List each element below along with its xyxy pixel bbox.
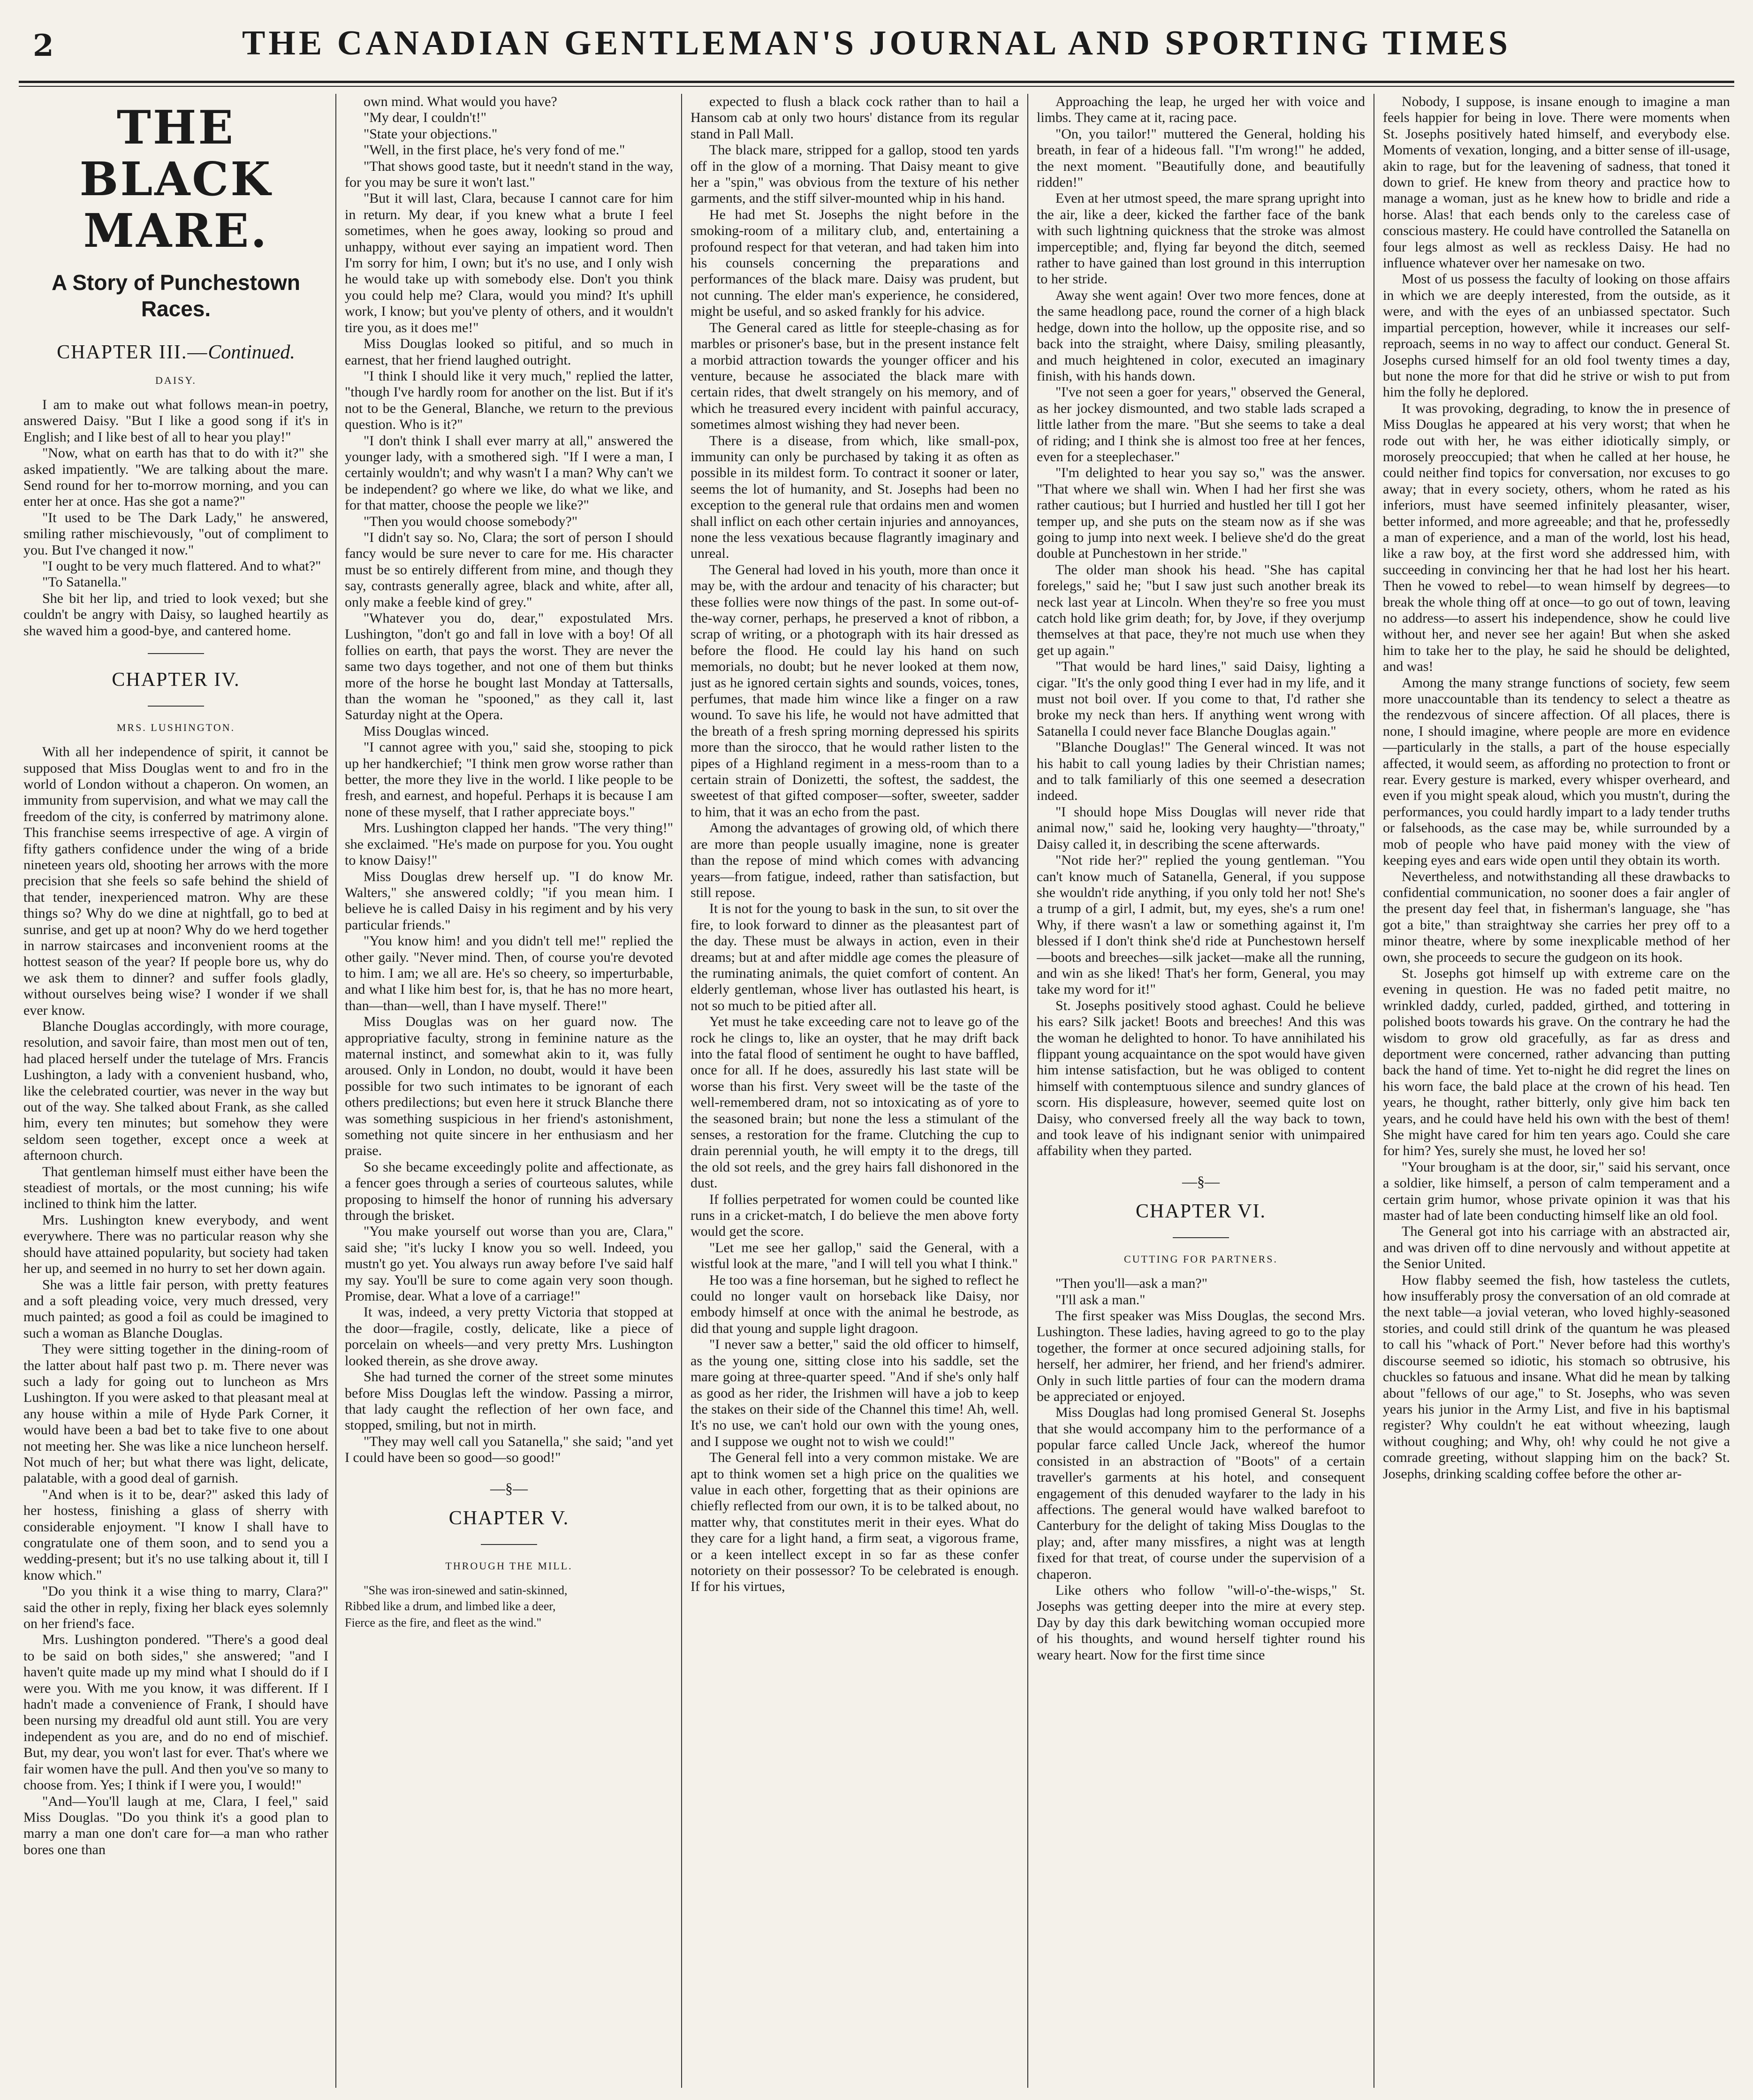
paragraph: Miss Douglas winced. (364, 723, 489, 739)
paragraph: There is a disease, from which, like small-pox, immunity can only be purchased by taking it as often as possible in its mildest form. To contract it sooner or later, seems the lot of humanity, and St. Josephs had been no exception to the general rule that ordains men and women shall inflict on each other certain injuries and annoyances, none the less vexatious because flagrantly imaginary and unreal. (691, 433, 1019, 562)
paragraph: "And—You'll laugh at me, Clara, I feel," said Miss Douglas. "Do you think it's a good plan to marry a man one don't care for—a man who rather bores one than (23, 1793, 328, 1857)
verse-epigraph: "She was iron-sinewed and satin-skinned, Ribbed like a drum, and limbed like a deer, Fierce as the fire, and fleet as the wind." (345, 1583, 568, 1629)
paragraph: Mrs. Lushington knew everybody, and went everywhere. There was no particular reason why she should have attained popularity, but society had taken her up, and seemed in no hurry to set her down again. (23, 1212, 328, 1277)
column-1 (23, 94, 328, 2088)
section-rule (148, 653, 204, 654)
section-rule (1173, 1237, 1229, 1238)
column-5 (1383, 94, 1730, 2088)
paragraph: "I don't think I shall ever marry at all," answered the younger lady, with a smothered sigh. "If I were a man, I certainly wouldn't; and why wasn't I a man? Why can't we be independent? go where we like, do what we like, and for that matter, choose the people we like?" (345, 433, 673, 513)
paragraph: Like others who follow "will-o'-the-wisps," St. Josephs was getting deeper into the mire at every step. Day by day this dark bewitching woman occupied more of his thoughts, and wound herself tighter round his weary heart. Now for the first time since (1037, 1582, 1365, 1663)
paragraph: expected to flush a black cock rather than to hail a Hansom cab at only two hours' distance from its regular stand in Pall Mall. (691, 94, 1019, 142)
paragraph: Nobody, I suppose, is insane enough to imagine a man feels happier for being in love. There were moments when St. Josephs positively hated himself, and everybody else. Moments of vexation, longing, and a bitter sense of ill-usage, akin to rage, but for the leavening of sadness, that toned it down to grief. He knew from theory and practice how to manage a woman, just as he knew how to bridle and ride a horse. Alas! that each bends only to the careless case of conscious mastery. He could have controlled the Satanella on four legs almost as well as reckless Daisy. He had no influence whatever over her namesake on two. (1383, 94, 1730, 271)
paragraph: He too was a fine horseman, but he sighed to reflect he could no longer vault on horseback like Daisy, nor embody himself at once with the animal he bestrode, as did that young and supple light dragoon. (691, 1272, 1019, 1336)
paragraph: "Blanche Douglas!" The General winced. It was not his habit to call young ladies by their Christian names; and to talk familiarly of this one seemed a desecration indeed. (1037, 739, 1365, 804)
paragraph: own mind. What would you have? (364, 94, 557, 109)
paragraph: "I think I should like it very much," replied the latter, "though I've hardly room for another on the list. But if it's not to be the General, Blanche, we return to the previous question. Who is it?" (345, 368, 673, 433)
paragraph: "To Satanella." (42, 574, 127, 590)
paragraph: She was a little fair person, with pretty features and a soft pleading voice, very much dressed, very much painted; as good a foil as could be imagined to such a woman as Blanche Douglas. (23, 1277, 328, 1341)
section-ornament: —§— (490, 1479, 528, 1497)
journal-title: THE CANADIAN GENTLEMAN'S JOURNAL AND SPORTING TIMES (242, 24, 1511, 62)
paragraph: Blanche Douglas accordingly, with more courage, resolution, and savoir faire, than most men out of ten, had placed herself under the tutelage of Mrs. Francis Lushington, a lady with a convenient husband, who, like the celebrated courtier, was never in the way but out of the way. She talked about Frank, as she called him, every ten minutes; but somehow they were seldom seen together, except once a week at afternoon church. (23, 1019, 328, 1164)
paragraph: "That shows good taste, but it needn't stand in the way, for you may be sure it won't last." (345, 158, 673, 190)
paragraph: "Your brougham is at the door, sir," said his servant, once a soldier, like himself, a person of calm temperament and a certain grim humor, whose private opinion it was that his master had of late been conducting himself like an old fool. (1383, 1159, 1730, 1224)
paragraph: So she became exceedingly polite and affectionate, as a fencer goes through a series of courteous salutes, while proposing to himself the honor of running his adversary through the brisket. (345, 1159, 673, 1224)
paragraph: "You make yourself out worse than you are, Clara," said she; "it's lucky I know you so well. Indeed, you mustn't go yet. You always run away before I've said half my say. You'll be sure to come again very soon though. Promise, dear. What a love of a carriage!" (345, 1224, 673, 1304)
paragraph: With all her independence of spirit, it cannot be supposed that Miss Douglas went to and fro in the world of London without a chaperon. On women, an immunity from supervision, and what we may call the freedom of the city, is conferred by matrimony alone. This franchise seems irrespective of age. A virgin of fifty gathers confidence under the wing of a bride nineteen years old, shooting her arrows with the more precision that she feels so safe behind the shield of that tender, inexperienced matron. Why are these things so? Why do we dine at nightfall, go to bed at sunrise, and get up at noon? Why do we herd together in narrow staircases and inconvenient rooms at the hottest season of the year? If people bore us, why do we ask them to dinner? and suffer fools gladly, without ourselves being wise? I wonder if we shall ever know. (23, 744, 328, 1018)
paragraph: Mrs. Lushington clapped her hands. "The very thing!" she exclaimed. "He's made on purpose for you. You ought to know Daisy!" (345, 820, 673, 868)
paragraph: "On, you tailor!" muttered the General, holding his breath, in fear of a hideous fall. "I'm wrong!" he added, the next moment. "Beautifully done, and beautifully ridden!" (1037, 126, 1365, 190)
paragraph: She had turned the corner of the street some minutes before Miss Douglas left the window. Passing a mirror, that lady caught the reflection of her own face, and stopped, smiling, but not in mirth. (345, 1369, 673, 1433)
column-divider (1027, 94, 1028, 2088)
paragraph: The General got into his carriage with an abstracted air, and was driven off to dine nervously and without appetite at the Senior United. (1383, 1224, 1730, 1272)
paragraph: "But it will last, Clara, because I cannot care for him in return. My dear, if you knew what a brute I feel sometimes, when he goes away, looking so proud and unhappy, without ever saying an impatient word. Then I'm sorry for him, I own; but it's no use, and I only wish he would take up with somebody else. Don't you think you could help me? Clara, would you mind? It's uphill work, I know; but you've plenty of others, and it wouldn't tire you, as it does me!" (345, 190, 673, 335)
paragraph: "I'm delighted to hear you say so," was the answer. "That where we shall win. When I had her first she was rather cautious; but I hurried and hustled her till I got her temper up, and she puts on the steam now as if she was going to jump into next week. I believe she'd do the great double at Punchestown in her stride." (1037, 465, 1365, 562)
column-divider (681, 94, 682, 2088)
header-rule (19, 81, 1734, 87)
paragraph: It was, indeed, a very pretty Victoria that stopped at the door—fragile, costly, delicate, like a piece of porcelain on wheels—and very pretty Mrs. Lushington looked therein, as she drove away. (345, 1304, 673, 1369)
chapter-4-subheading: MRS. LUSHINGTON. (116, 722, 235, 734)
paragraph: "State your objections." (364, 126, 498, 142)
column-divider (335, 94, 336, 2088)
paragraph: "I never saw a better," said the old officer to himself, as the young one, sitting close into his saddle, set the mare going at three-quarter speed. "And if she's only half as good as her rider, the Irishmen will have a job to keep the stakes on their side of the Channel this time! Ah, well. It's no use, we can't hold our own with the young ones, and I suppose we ought not to wish we could!" (691, 1337, 1019, 1449)
section-rule (148, 706, 204, 707)
paragraph: The General fell into a very common mistake. We are apt to think women set a high price on the qualities we value in each other, forgetting that as their opinions are chiefly reflected from our own, it is to be talked about, no matter why, that constitutes merit in their eyes. What do they care for a light hand, a firm seat, a vigorous frame, or a keen intellect except in so far as these confer notoriety on their possessor? To be celebrated is enough. If for his virtues, (691, 1450, 1019, 1595)
column-2 (345, 94, 673, 2088)
paragraph: "It used to be The Dark Lady," he answered, smiling rather mischievously, "out of compliment to you. But I've changed it now." (23, 510, 328, 558)
paragraph: "Let me see her gallop," said the General, with a wistful look at the mare, "and I will tell you what I think." (691, 1240, 1019, 1272)
paragraph: "Well, in the first place, he's very fond of me." (364, 142, 625, 158)
paragraph: Even at her utmost speed, the mare sprang upright into the air, like a deer, kicked the farther face of the bank with such lightning quickness that the stroke was almost imperceptible; and, flying far beyond the ditch, seemed rather to have gained than lost ground in this interruption to her stride. (1037, 190, 1365, 287)
paragraph: Miss Douglas was on her guard now. The appropriative faculty, strong in feminine nature as the maternal instinct, and somewhat akin to it, was fully aroused. Only in London, no doubt, would it have been possible for two such intimates to be ignorant of each others predilections; but even here it struck Blanche there was something suspicious in her friend's astonishment, something not quite sincere in her enthusiasm and her praise. (345, 1014, 673, 1159)
paragraph: It was provoking, degrading, to know the in presence of Miss Douglas he appeared at his very worst; that when he rode out with her, he was either idiotically simply, or morosely preoccupied; that when he called at her house, he could neither find topics for conversation, nor excuses to go away; that in every society, others, whom he rated as his inferiors, must have seemed infinitely pleasanter, wiser, better informed, and more agreeable; and that he, professedly a man of experience, and a man of the world, lost his head, like a raw boy, at the first word she addressed him, with succeeding in convincing her that he had lost her his heart. Then he vowed to rebel—to wean himself by degrees—to break the whole thing off at once—to go out of town, leaving no address—to assert his independence, show he could live without her, and never see her again! But when she asked him to take her to the play, he said he should be delighted, and was! (1383, 400, 1730, 675)
chapter-3-subheading: DAISY. (155, 374, 197, 386)
paragraph: She bit her lip, and tried to look vexed; but she couldn't be angry with Daisy, so laughed heartily as she waved him a good-bye, and cantered home. (23, 590, 328, 639)
paragraph: St. Josephs got himself up with extreme care on the evening in question. He was no faded petit maitre, no wrinkled daddy, curled, padded, girthed, and tottering in polished boots towards his grave. On the contrary he had the wisdom to grow old gracefully, as far as dress and deportment were concerned, rather advancing than putting back the hand of time. Yet to-night he did regret the lines on his worn face, the bald place at the crown of his head. Ten years, he thought, rather bitterly, only give him back ten years, and he could have held his own with the best of them! She might have cared for him ten years ago. Could she care for him? Yes, surely she must, he loved her so! (1383, 965, 1730, 1159)
paragraph: "I ought to be very much flattered. And to what?" (42, 558, 321, 574)
paragraph: How flabby seemed the fish, how tasteless the cutlets, how insufferably prosy the conversation of an old comrade at the next table—a jovial veteran, who loved highly-seasoned stories, and could still drink of the quantum he was pleased to call his "whack of Port." Never before had this worthy's discourse seemed so idiotic, his stomach so obtrusive, his chuckles so fatuous and insane. What did he mean by talking about "fellows of our age," to St. Josephs, who was seven years his junior in the Army List, and five in his baptismal register? Why couldn't he eat without wheezing, laugh without coughing; and Why, oh! why could he not give a comrade greeting, without slapping him on the back? St. Josephs, drinking scalding coffee before the other ar- (1383, 1272, 1730, 1482)
masthead (0, 0, 1753, 70)
chapter-5-heading: CHAPTER V. (448, 1507, 569, 1529)
paragraph: "I should hope Miss Douglas will never ride that animal now," said he, looking very haughty—"throaty," Daisy called it, in describing the scene afterwards. (1037, 804, 1365, 852)
paragraph: They were sitting together in the dining-room of the latter about half past two p. m. There never was such a lady for going out to luncheon as Mrs Lushington. If you were asked to that pleasant meal at any house within a mile of Hyde Park Corner, it would have been a bad bet to take five to one about not meeting her. She was like a nice luncheon herself. Not much of her; but what there was light, delicate, palatable, with a good deal of garnish. (23, 1341, 328, 1486)
story-subtitle: A Story of Punchestown Races. (52, 270, 300, 321)
paragraph: "I've not seen a goer for years," observed the General, as her jockey dismounted, and two stable lads scraped a little lather from the mare. "But she seems to take a deal of riding; and I think she is almost too free at her fences, even for a steeplechaser." (1037, 384, 1365, 464)
paragraph: "Now, what on earth has that to do with it?" she asked impatiently. "We are talking about the mare. Send round for her to-morrow morning, and you can enter her at once. Has she got a name?" (23, 445, 328, 510)
paragraph: Mrs. Lushington pondered. "There's a good deal to be said on both sides," she answered; "and I haven't quite made up my mind what I should do if I were you. With me you know, it was different. If I hadn't made a convenience of Frank, I should have been nursing my dreadful old aunt still. You are very independent as you are, and do no end of mischief. But, my dear, you won't last for ever. That's where we fair women have the pull. And then you've so many to choose from. Yes; I think if I were you, I would!" (23, 1632, 328, 1793)
paragraph: "Whatever you do, dear," expostulated Mrs. Lushington, "don't go and fall in love with a boy! Of all follies on earth, that pays the worst. They are never the same two days together, and not one of them but thinks more of the horse he bought last Monday at Tattersalls, than the woman he "spooned," as they call it, last Saturday night at the Opera. (345, 610, 673, 723)
paragraph: "Not ride her?" replied the young gentleman. "You can't know much of Satanella, General, if you suppose she wouldn't ride anything, if you only told her not! She's a trump of a girl, I admit, but, my eyes, she's a rum one! Why, if there wasn't a law or something against it, I'm blessed if I don't think she'd ride at Punchestown herself—boots and breeches—silk jacket—make all the running, and win as she liked! That's her form, General, you may take my word for it!" (1037, 852, 1365, 997)
paragraph: Yet must he take exceeding care not to leave go of the rock he clings to, like an oyster, that he may drift back into the fatal flood of sentiment he ought to have baffled, once for all. If he does, assuredly his last state will be worse than his first. Very sweet will be the taste of the well-remembered dram, not so intoxicating as of yore to the seasoned brain; but none the less a stimulant of the senses, a restoration for the frame. Clutching the cup to drain perennial youth, he will empty it to the dregs, till the old sot reels, and the grey hairs fall dishonored in the dust. (691, 1014, 1019, 1191)
paragraph: Nevertheless, and notwithstanding all these drawbacks to confidential communication, no sooner does a fair angler of the present day feel that, in fisherman's language, she "has got a bite," than straightway she carries her prey off to a minor theatre, where by some inexplicable method of her own, she proceeds to secure the gudgeon on its hook. (1383, 868, 1730, 965)
section-rule (481, 1544, 537, 1545)
paragraph: Miss Douglas drew herself up. "I do know Mr. Walters," she answered coldly; "if you mean him. I believe he is called Daisy in his regiment and by his very particular friends." (345, 868, 673, 933)
paragraph: He had met St. Josephs the night before in the smoking-room of a military club, and, entertaining a profound respect for that veteran, and had taken him into his counsels concerning the preparations and performances of the black mare. Daisy was prudent, but not cunning. The elder man's experience, he considered, might be useful, and so asked frankly for his advice. (691, 206, 1019, 320)
page-number: 2 (33, 28, 54, 63)
chapter-6-subheading: CUTTING FOR PARTNERS. (1124, 1253, 1278, 1265)
column-4 (1037, 94, 1365, 2088)
paragraph: "That would be hard lines," said Daisy, lighting a cigar. "It's the only good thing I ever had in my life, and it must not boil over. If you come to that, I'd rather she broke my neck than hers. If anything went wrong with Satanella I could never face Blanche Douglas again." (1037, 659, 1365, 739)
paragraph: "You know him! and you didn't tell me!" replied the other gaily. "Never mind. Then, of course you're devoted to him. I am; we all are. He's so cheery, so imperturbable, and what I like him best for, is, that he has no more heart, than—than—well, than I have myself. There!" (345, 933, 673, 1013)
paragraph: St. Josephs positively stood aghast. Could he believe his ears? Silk jacket! Boots and breeches! And this was the woman he delighted to honor. To have annihilated his flippant young acquaintance on the spot would have given him intense satisfaction, but he was obliged to content himself with contemptuous silence and sundry glances of scorn. His displeasure, however, seemed quite lost on Daisy, who conversed freely all the way back to town, and took leave of his indignant senior with unimpaired affability when they parted. (1037, 997, 1365, 1159)
story-title: THE BLACK MARE. (79, 101, 273, 258)
paragraph: If follies perpetrated for women could be counted like runs in a cricket-match, I do believe the men above forty would get the score. (691, 1191, 1019, 1240)
paragraph: The older man shook his head. "She has capital forelegs," said he; "but I saw just such another break its neck last year at Lincoln. When they're so free you must catch hold like grim death; for, by Jove, if they overjump themselves at that pace, they're not much use when they get up again." (1037, 562, 1365, 658)
paragraph: Miss Douglas had long promised General St. Josephs that she would accompany him to the performance of a popular farce called Uncle Jack, whereof the humor consisted in an abstraction of "Boots" of a certain traveller's garments at his hotel, and consequent engagement of this denuded wayfarer to the lady in his affections. The general would have walked barefoot to Canterbury for the delight of taking Miss Douglas to the play; and, after many missfires, a night was at length fixed for that treat, of course under the supervision of a chaperon. (1037, 1405, 1365, 1582)
paragraph: The General had loved in his youth, more than once it may be, with the ardour and tenacity of his character; but these follies were now things of the past. In some out-of-the-way corner, perhaps, he preserved a knot of ribbon, a scrap of writing, or a photograph with its hair dressed as before the flood. He could lay his hand on such memorials, no doubt; but he never looked at them now, just as he ignored certain sights and sounds, voices, tones, perfumes, that made him wince like a finger on a raw wound. To save his life, he would not have admitted that the breath of a fresh spring morning depressed his spirits more than the sirocco, that he would rather listen to the pipes of a Highland regiment in a mess-room than to a certain strain of Donizetti, the softest, the saddest, the sweetest of that gifted composer—softer, sweeter, sadder to him, that it was an echo from the past. (691, 562, 1019, 820)
section-ornament: —§— (1182, 1172, 1220, 1190)
paragraph: "I didn't say so. No, Clara; the sort of person I should fancy would be sure never to care for me. His character must be so entirely different from mine, and though they say, contrasts generally agree, black and white, after all, only make a feeble kind of grey." (345, 529, 673, 610)
paragraph: Miss Douglas looked so pitiful, and so much in earnest, that her friend laughed outright. (345, 336, 673, 368)
paragraph: The first speaker was Miss Douglas, the second Mrs. Lushington. These ladies, having agreed to go to the play together, the former at once secured adjoining stalls, for herself, her admirer, her friend, and her friend's admirer. Only in such little parties of four can the modern drama be appreciated or enjoyed. (1037, 1308, 1365, 1405)
paragraph: That gentleman himself must either have been the steadiest of mortals, or the most cunning; his wife inclined to think him the latter. (23, 1164, 328, 1212)
paragraph: Away she went again! Over two more fences, done at the same headlong pace, round the corner of a high black hedge, down into the hollow, up the opposite rise, and so back into the straight, where Daisy, smiling pleasantly, and much heightened in color, executed an imaginary finish, with his hands down. (1037, 287, 1365, 384)
paragraph: "Do you think it a wise thing to marry, Clara?" said the other in reply, fixing her black eyes solemnly on her friend's face. (23, 1583, 328, 1632)
paragraph: Most of us possess the faculty of looking on those affairs in which we are deeply interested, from the outside, as it were, and with the eyes of an unbiassed spectator. Such impartial perception, however, while it increases our self-reproach, seems in no way to affect our conduct. General St. Josephs cursed himself for an old fool twenty times a day, but none the more for that did he strive or wish to put from him the folly he deplored. (1383, 271, 1730, 400)
chapter-4-heading: CHAPTER IV. (112, 669, 240, 691)
column-3 (691, 94, 1019, 2088)
chapter-5-subheading: THROUGH THE MILL. (445, 1560, 573, 1572)
chapter-6-heading: CHAPTER VI. (1136, 1201, 1266, 1223)
paragraph: The General cared as little for steeple-chasing as for marbles or prisoner's base, but in the present instance felt a morbid attraction towards the younger officer and his venture, because he associated the black mare with certain rides, that dwelt strangely on his memory, and of which he treasured every incident with painful accuracy, sometimes almost wishing they had never been. (691, 320, 1019, 433)
paragraph: The black mare, stripped for a gallop, stood ten yards off in the glow of a morning. That Daisy meant to give her a "spin," was obvious from the texture of his nether garments, and the stiff silver-mounted whip in his hand. (691, 142, 1019, 206)
paragraph: "Then you'll—ask a man?" (1055, 1276, 1207, 1292)
paragraph: "Then you would choose somebody?" (364, 513, 578, 529)
paragraph: "They may well call you Satanella," she said; "and yet I could have been so good—so good!" (345, 1433, 673, 1466)
paragraph: Among the advantages of growing old, of which there are more than people usually imagine, none is greater than the repose of mind which comes with advancing years—from fatigue, indeed, rather than satisfaction, but still repose. (691, 820, 1019, 900)
paragraph: I am to make out what follows mean-in poetry, answered Daisy. "But I like a good song if it's in English; and I like best of all to hear you play!" (23, 397, 328, 445)
paragraph: It is not for the young to bask in the sun, to sit over the fire, to look forward to dinner as the pleasantest part of the day. These must be always in action, even in their dreams; but at and after middle age comes the pleasure of the ruminating animals, the quiet comfort of content. An elderly gentleman, whose liver has outlasted his heart, is not so much to be pitied after all. (691, 901, 1019, 1013)
paragraph: Approaching the leap, he urged her with voice and limbs. They came at it, racing pace. (1037, 94, 1365, 126)
paragraph: "My dear, I couldn't!" (364, 110, 486, 126)
chapter-3-heading: CHAPTER III.—Continued. (57, 342, 295, 363)
paragraph: Among the many strange functions of society, few seem more unaccountable than its tendency to select a theatre as the rendezvous of sincere affection. Of all places, there is none, I should imagine, where people are more en evidence—particularly in the stalls, a part of the house especially affected, it would seem, as affording no protection to front or rear. Every gesture is marked, every whisper overheard, and even if you might speak aloud, which you mustn't, during the performances, you could hardly impart to a lady tender truths or falsehoods, as the case may be, while surrounded by a mob of people who have paid money with the view of keeping eyes and ears wide open until they obtain its worth. (1383, 675, 1730, 868)
paragraph: "And when is it to be, dear?" asked this lady of her hostess, finishing a glass of sherry with considerable enjoyment. "I know I shall have to congratulate one of them soon, and to send you a wedding-present; but it's no use talking about it, till I know which." (23, 1486, 328, 1583)
paragraph: "I'll ask a man." (1055, 1292, 1146, 1308)
paragraph: "I cannot agree with you," said she, stooping to pick up her handkerchief; "I think men grow worse rather than better, the more they live in the world. I like people to be fresh, and earnest, and hopeful. Perhaps it is because I am none of these myself, that I rather appreciate boys." (345, 739, 673, 820)
